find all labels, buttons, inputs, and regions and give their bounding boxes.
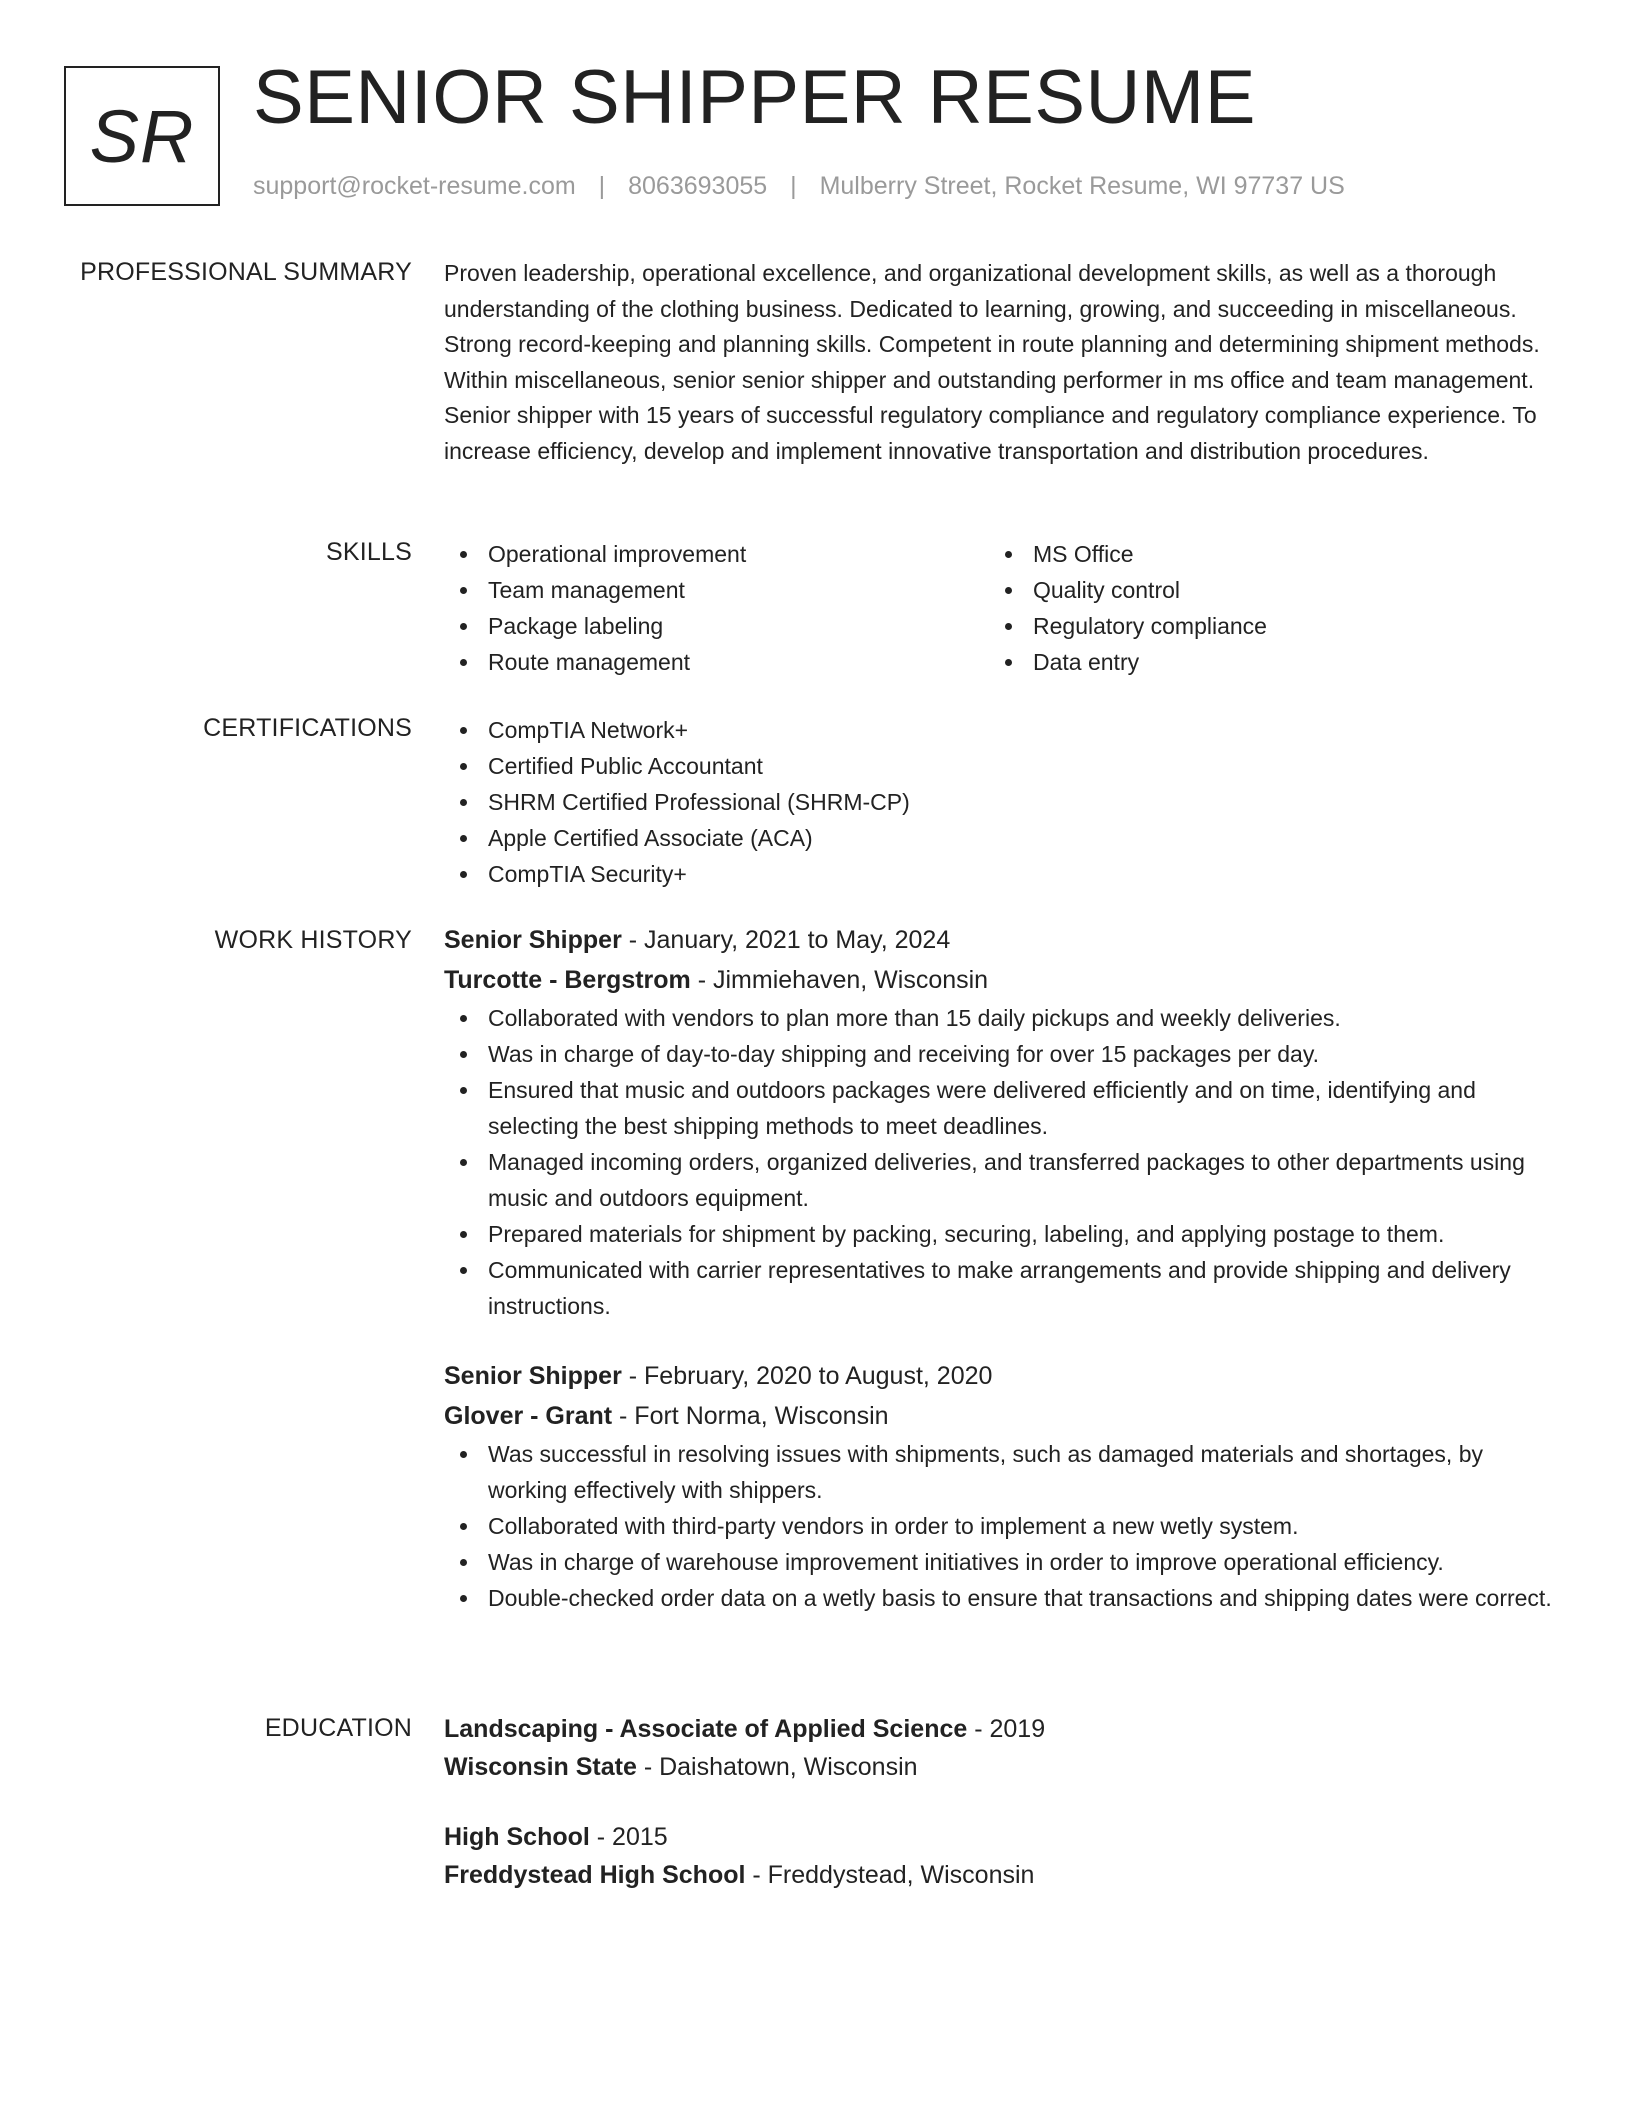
work-history-body	[444, 920, 1554, 1616]
section-heading-skills: SKILLS	[326, 538, 412, 566]
list-item: Managed incoming orders, organized deliveries, and transferred packages to other departments using music and outdoors equipment.	[444, 1144, 1554, 1216]
job-entry	[444, 920, 1554, 1324]
certifications-body	[444, 712, 1554, 892]
school-line	[444, 1748, 1554, 1786]
job-bullets	[444, 1000, 1554, 1324]
phone-number: 8063693055	[628, 172, 768, 200]
job-title-line	[444, 920, 1554, 960]
list-item: Was in charge of warehouse improvement initiatives in order to improve operational efficiency.	[444, 1544, 1554, 1580]
list-item: Data entry	[989, 644, 1534, 680]
job-entry	[444, 1356, 1554, 1616]
school-location: - Daishatown, Wisconsin	[636, 1753, 918, 1781]
list-item: MS Office	[989, 536, 1534, 572]
contact-separator: |	[790, 172, 797, 200]
job-dates: - February, 2020 to August, 2020	[621, 1362, 993, 1390]
page-title: SENIOR SHIPPER RESUME	[253, 55, 1256, 140]
section-heading-summary: PROFESSIONAL SUMMARY	[80, 258, 412, 286]
list-item: Double-checked order data on a wetly basis to ensure that transactions and shipping dates were correct.	[444, 1580, 1554, 1616]
list-item: Prepared materials for shipment by packing, securing, labeling, and applying postage to them.	[444, 1216, 1554, 1252]
school-name: Freddystead High School	[444, 1861, 746, 1889]
list-item: Was successful in resolving issues with shipments, such as damaged materials and shortages, by working effectively with shippers.	[444, 1436, 1554, 1508]
skills-list-right	[989, 536, 1534, 680]
list-item: Regulatory compliance	[989, 608, 1534, 644]
company-name: Turcotte - Bergstrom	[444, 966, 691, 994]
list-item: Operational improvement	[444, 536, 989, 572]
list-item: Ensured that music and outdoors packages were delivered efficiently and on time, identifying and selecting the best shipping methods to meet deadlines.	[444, 1072, 1554, 1144]
degree: Landscaping - Associate of Applied Science	[444, 1715, 968, 1743]
contact-separator: |	[598, 172, 606, 200]
school-location: - Freddystead, Wisconsin	[745, 1861, 1035, 1889]
education-entry	[444, 1818, 1554, 1894]
list-item: Team management	[444, 572, 989, 608]
list-item: Was in charge of day-to-day shipping and receiving for over 15 packages per day.	[444, 1036, 1554, 1072]
company-line	[444, 960, 1554, 1000]
list-item: Route management	[444, 644, 989, 680]
section-heading-certifications: CERTIFICATIONS	[203, 714, 412, 742]
list-item: Certified Public Accountant	[444, 748, 1554, 784]
education-body	[444, 1710, 1554, 1894]
company-name: Glover - Grant	[444, 1402, 613, 1430]
school-name: Wisconsin State	[444, 1753, 637, 1781]
list-item: Collaborated with vendors to plan more than 15 daily pickups and weekly deliveries.	[444, 1000, 1554, 1036]
school-line	[444, 1856, 1554, 1894]
skills-list-left	[444, 536, 989, 680]
job-dates: - January, 2021 to May, 2024	[621, 926, 951, 954]
job-bullets	[444, 1436, 1554, 1616]
degree-year: - 2015	[589, 1823, 668, 1851]
list-item: Package labeling	[444, 608, 989, 644]
list-item: Collaborated with third-party vendors in order to implement a new wetly system.	[444, 1508, 1554, 1544]
list-item: Communicated with carrier representatives to make arrangements and provide shipping and delivery instructions.	[444, 1252, 1554, 1324]
monogram-text: SR	[89, 94, 195, 178]
degree-line	[444, 1818, 1554, 1856]
degree: High School	[444, 1823, 590, 1851]
skills-body	[444, 536, 1554, 680]
degree-year: - 2019	[967, 1715, 1046, 1743]
certifications-list	[444, 712, 1554, 892]
education-entry	[444, 1710, 1554, 1786]
monogram-logo	[64, 66, 220, 206]
list-item: CompTIA Security+	[444, 856, 1554, 892]
summary-body	[444, 256, 1554, 469]
degree-line	[444, 1710, 1554, 1748]
company-location: - Fort Norma, Wisconsin	[612, 1402, 889, 1430]
company-location: - Jimmiehaven, Wisconsin	[690, 966, 989, 994]
job-title: Senior Shipper	[444, 1362, 622, 1390]
section-heading-work-history: WORK HISTORY	[214, 926, 412, 954]
summary-text: Proven leadership, operational excellence, and organizational development skills, as well as a thorough understanding of the clothing business. Dedicated to learning, growing, and succeeding in miscellaneous. Strong record-keeping and planning skills. Competent in route planning and determining shipment methods. Within miscellaneous, senior senior shipper and outstanding performer in ms office and team management. Senior shipper with 15 years of successful regulatory compliance and regulatory compliance experience. To increase efficiency, develop and implement innovative transportation and distribution procedures.	[444, 260, 1540, 464]
email-link[interactable]: support@rocket-resume.com	[253, 172, 576, 200]
list-item: Quality control	[989, 572, 1534, 608]
list-item: SHRM Certified Professional (SHRM-CP)	[444, 784, 1554, 820]
list-item: Apple Certified Associate (ACA)	[444, 820, 1554, 856]
job-title: Senior Shipper	[444, 926, 622, 954]
contact-line	[253, 172, 1345, 201]
address: Mulberry Street, Rocket Resume, WI 97737 US	[819, 172, 1345, 200]
company-line	[444, 1396, 1554, 1436]
list-item: CompTIA Network+	[444, 712, 1554, 748]
section-heading-education: EDUCATION	[264, 1714, 412, 1742]
job-title-line	[444, 1356, 1554, 1396]
